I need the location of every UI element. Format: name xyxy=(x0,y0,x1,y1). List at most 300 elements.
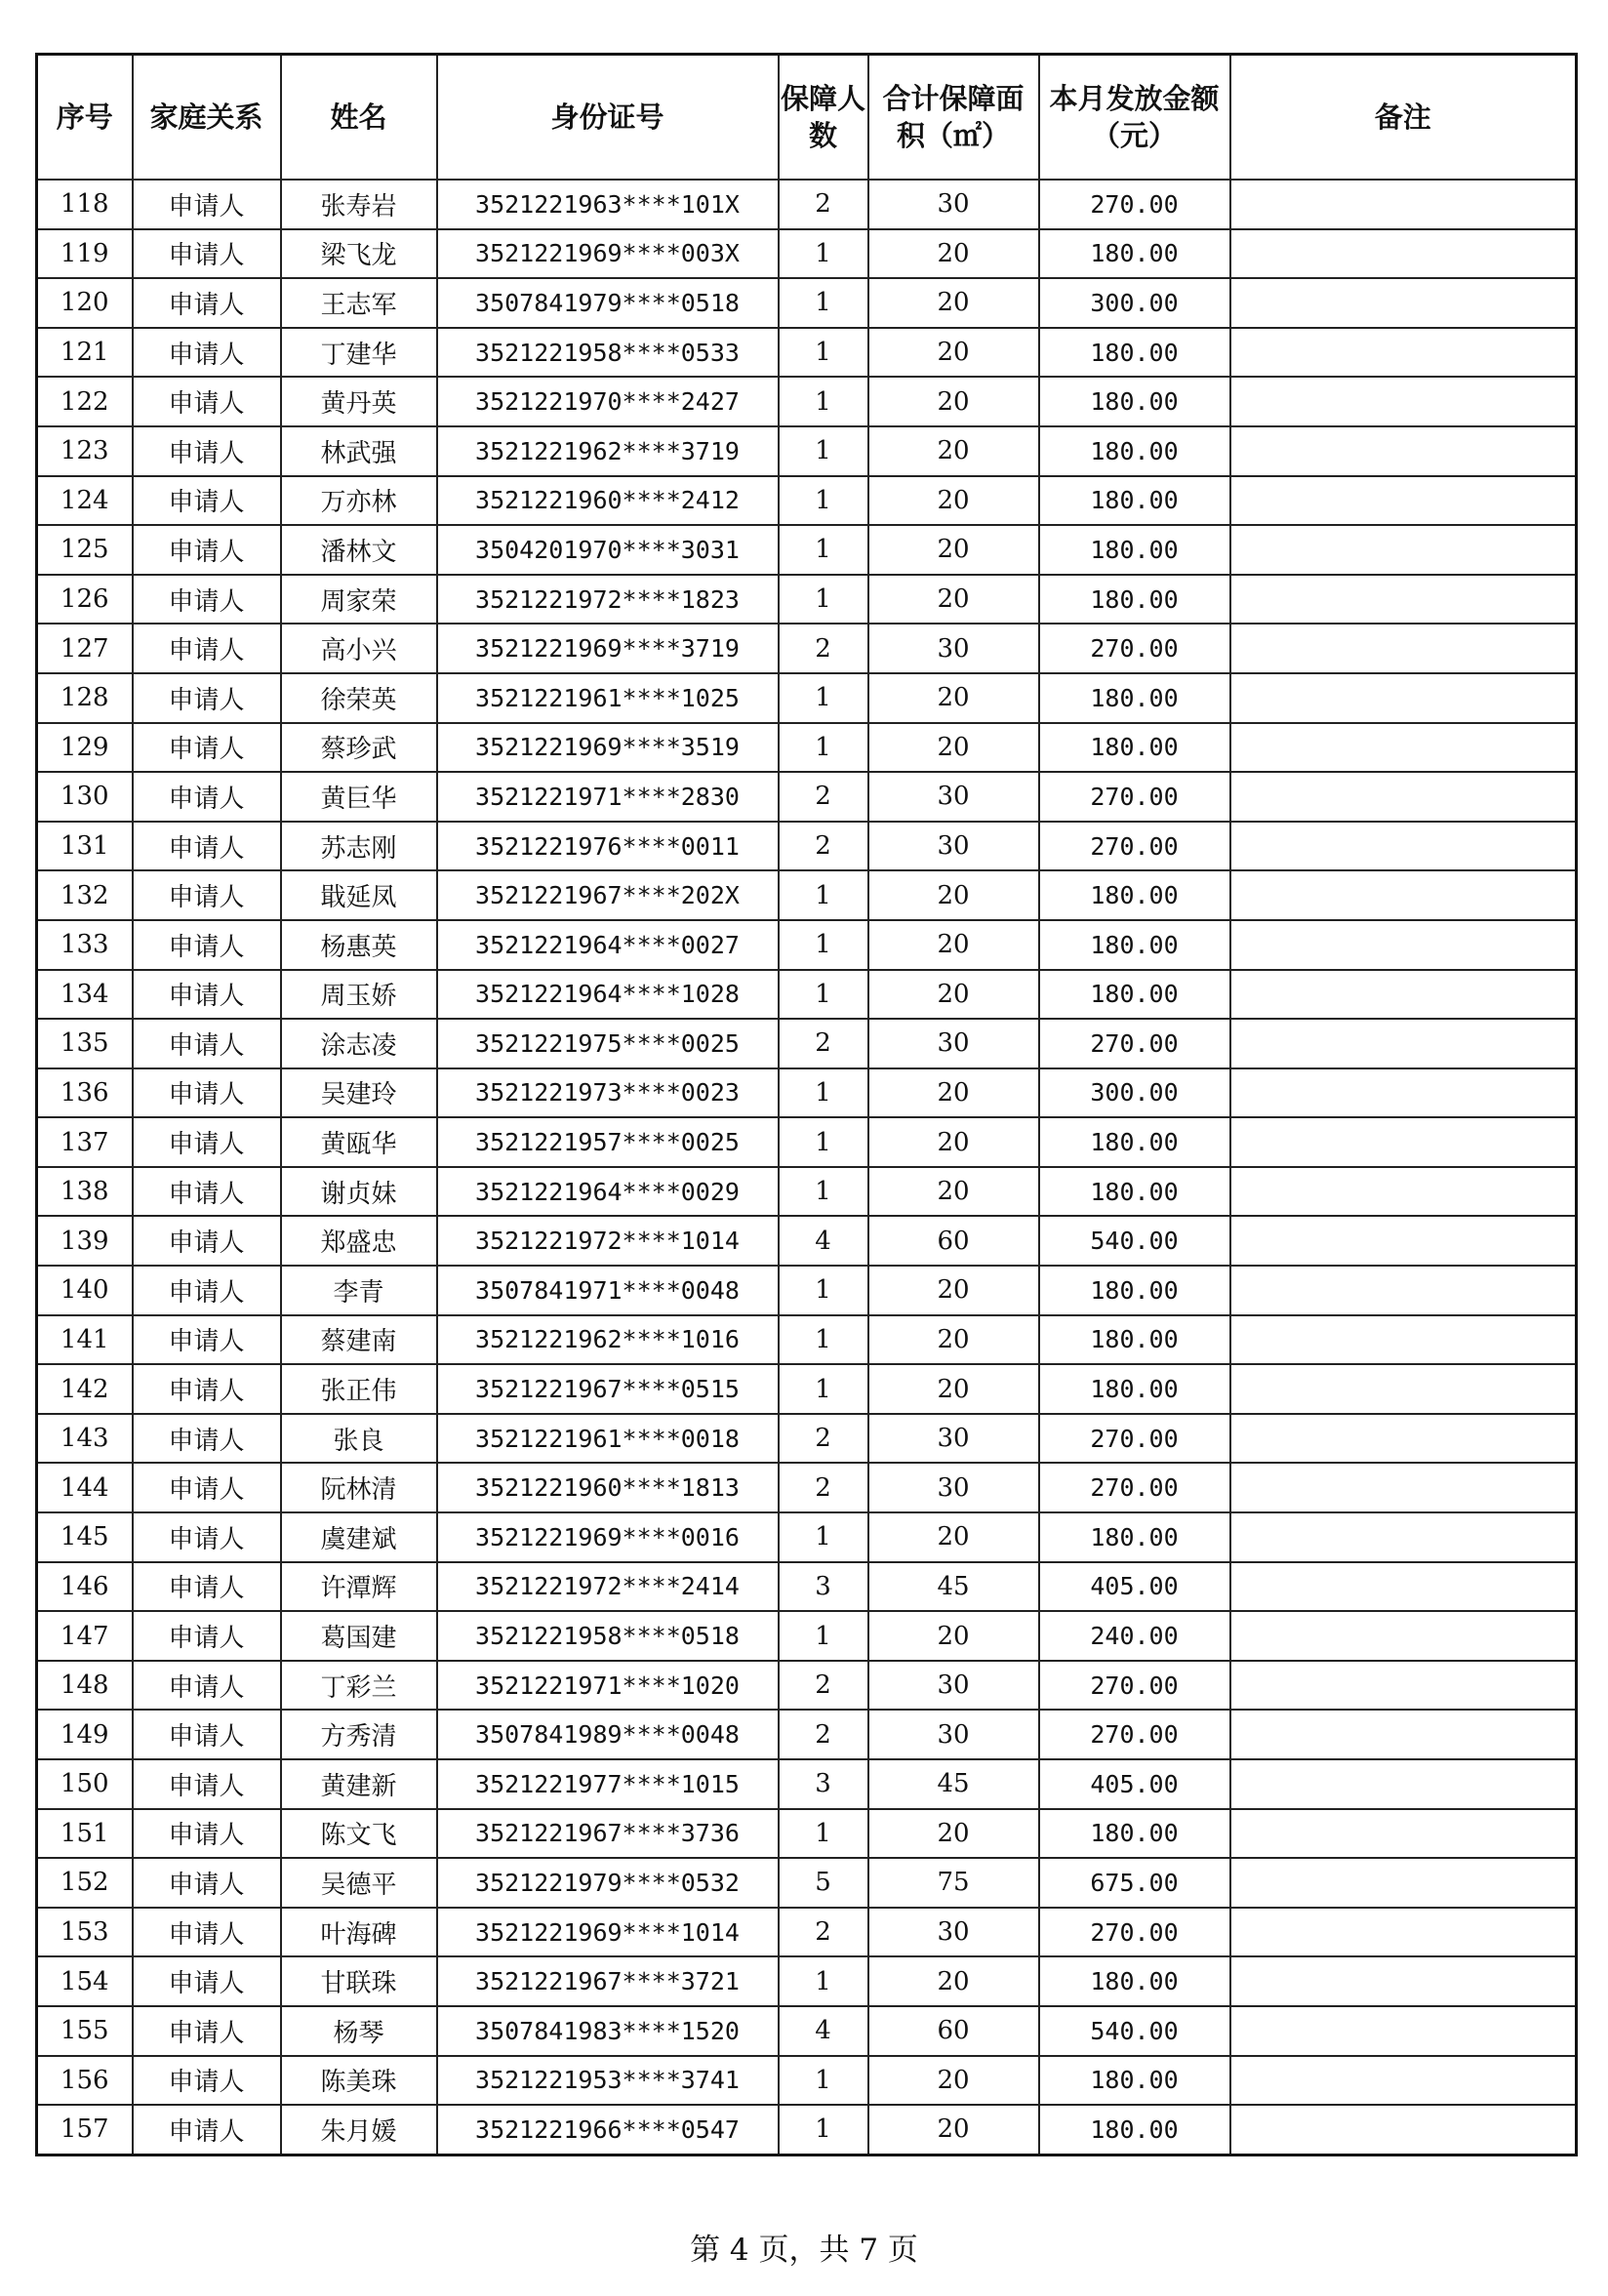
area-cell: 20 xyxy=(868,723,1039,773)
persons-cell: 3 xyxy=(779,1759,868,1809)
amount-cell: 270.00 xyxy=(1039,180,1230,229)
name-cell: 杨惠英 xyxy=(281,920,437,970)
header-row xyxy=(37,55,1577,181)
table-row xyxy=(37,2006,1577,2056)
name-cell: 甘联珠 xyxy=(281,1956,437,2006)
table-body xyxy=(37,180,1577,2155)
area-cell: 30 xyxy=(868,1661,1039,1711)
name-cell: 杨琴 xyxy=(281,2006,437,2056)
remarks-cell xyxy=(1230,970,1577,1020)
amount-cell: 270.00 xyxy=(1039,624,1230,673)
serial-cell: 156 xyxy=(37,2056,133,2106)
amount-cell: 180.00 xyxy=(1039,970,1230,1020)
persons-cell: 1 xyxy=(779,1956,868,2006)
name-cell: 万亦林 xyxy=(281,476,437,526)
serial-cell: 145 xyxy=(37,1512,133,1562)
id-number-cell: 3521221979****0532 xyxy=(437,1858,779,1908)
serial-cell: 148 xyxy=(37,1661,133,1711)
area-cell: 20 xyxy=(868,1956,1039,2006)
persons-cell: 2 xyxy=(779,1463,868,1512)
name-cell: 陈美珠 xyxy=(281,2056,437,2106)
persons-cell: 1 xyxy=(779,870,868,920)
remarks-cell xyxy=(1230,673,1577,723)
id-number-cell: 3521221972****1014 xyxy=(437,1216,779,1266)
name-cell: 周玉娇 xyxy=(281,970,437,1020)
serial-cell: 137 xyxy=(37,1117,133,1167)
amount-cell: 180.00 xyxy=(1039,2105,1230,2155)
remarks-cell xyxy=(1230,278,1577,328)
serial-cell: 126 xyxy=(37,575,133,624)
table-row xyxy=(37,278,1577,328)
relation-cell: 申请人 xyxy=(133,1956,281,2006)
amount-cell: 180.00 xyxy=(1039,476,1230,526)
id-number-cell: 3521221960****1813 xyxy=(437,1463,779,1512)
name-cell: 虞建斌 xyxy=(281,1512,437,1562)
serial-cell: 146 xyxy=(37,1562,133,1612)
persons-cell: 1 xyxy=(779,426,868,476)
name-cell: 阮林清 xyxy=(281,1463,437,1512)
relation-cell: 申请人 xyxy=(133,1809,281,1859)
serial-cell: 141 xyxy=(37,1315,133,1365)
amount-cell: 180.00 xyxy=(1039,2056,1230,2106)
area-cell: 20 xyxy=(868,426,1039,476)
amount-cell: 180.00 xyxy=(1039,525,1230,575)
area-cell: 30 xyxy=(868,1019,1039,1068)
table-row xyxy=(37,426,1577,476)
serial-cell: 140 xyxy=(37,1266,133,1315)
area-cell: 20 xyxy=(868,970,1039,1020)
serial-cell: 155 xyxy=(37,2006,133,2056)
remarks-cell xyxy=(1230,624,1577,673)
name-cell: 吴建玲 xyxy=(281,1068,437,1118)
remarks-cell xyxy=(1230,1463,1577,1512)
amount-cell: 180.00 xyxy=(1039,377,1230,426)
table-row xyxy=(37,1759,1577,1809)
table-row xyxy=(37,525,1577,575)
persons-cell: 3 xyxy=(779,1562,868,1612)
persons-cell: 1 xyxy=(779,920,868,970)
persons-cell: 1 xyxy=(779,1117,868,1167)
remarks-cell xyxy=(1230,1315,1577,1365)
name-cell: 吴德平 xyxy=(281,1858,437,1908)
name-cell: 黄建新 xyxy=(281,1759,437,1809)
relation-cell: 申请人 xyxy=(133,1562,281,1612)
amount-cell: 270.00 xyxy=(1039,1710,1230,1759)
table-row xyxy=(37,1858,1577,1908)
relation-cell: 申请人 xyxy=(133,1414,281,1464)
table-row xyxy=(37,1809,1577,1859)
remarks-cell xyxy=(1230,1216,1577,1266)
persons-cell: 1 xyxy=(779,377,868,426)
remarks-cell xyxy=(1230,476,1577,526)
serial-cell: 153 xyxy=(37,1908,133,1957)
amount-cell: 270.00 xyxy=(1039,1463,1230,1512)
name-cell: 徐荣英 xyxy=(281,673,437,723)
table-row xyxy=(37,2105,1577,2155)
amount-cell: 405.00 xyxy=(1039,1759,1230,1809)
relation-cell: 申请人 xyxy=(133,426,281,476)
relation-cell: 申请人 xyxy=(133,723,281,773)
name-cell: 蔡建南 xyxy=(281,1315,437,1365)
remarks-cell xyxy=(1230,377,1577,426)
area-cell: 20 xyxy=(868,1611,1039,1661)
id-number-cell: 3521221960****2412 xyxy=(437,476,779,526)
amount-cell: 270.00 xyxy=(1039,1414,1230,1464)
remarks-cell xyxy=(1230,772,1577,822)
table-row xyxy=(37,1908,1577,1957)
serial-cell: 125 xyxy=(37,525,133,575)
area-cell: 60 xyxy=(868,1216,1039,1266)
amount-cell: 180.00 xyxy=(1039,328,1230,378)
amount-cell: 270.00 xyxy=(1039,1019,1230,1068)
name-cell: 黄丹英 xyxy=(281,377,437,426)
id-number-cell: 3521221964****0029 xyxy=(437,1167,779,1217)
serial-cell: 150 xyxy=(37,1759,133,1809)
persons-cell: 1 xyxy=(779,1068,868,1118)
relation-cell: 申请人 xyxy=(133,1858,281,1908)
table-row xyxy=(37,1562,1577,1612)
persons-cell: 1 xyxy=(779,2056,868,2106)
table-row xyxy=(37,970,1577,1020)
id-number-cell: 3521221971****2830 xyxy=(437,772,779,822)
amount-cell: 180.00 xyxy=(1039,1117,1230,1167)
table-row xyxy=(37,229,1577,279)
name-cell: 张良 xyxy=(281,1414,437,1464)
id-number-cell: 3521221961****0018 xyxy=(437,1414,779,1464)
serial-cell: 120 xyxy=(37,278,133,328)
serial-cell: 147 xyxy=(37,1611,133,1661)
relation-cell: 申请人 xyxy=(133,2006,281,2056)
serial-cell: 133 xyxy=(37,920,133,970)
serial-cell: 134 xyxy=(37,970,133,1020)
name-cell: 葛国建 xyxy=(281,1611,437,1661)
table-row xyxy=(37,772,1577,822)
area-cell: 20 xyxy=(868,673,1039,723)
area-cell: 20 xyxy=(868,1512,1039,1562)
relation-cell: 申请人 xyxy=(133,1019,281,1068)
table-row xyxy=(37,673,1577,723)
serial-cell: 130 xyxy=(37,772,133,822)
serial-cell: 157 xyxy=(37,2105,133,2155)
amount-cell: 180.00 xyxy=(1039,229,1230,279)
name-cell: 苏志刚 xyxy=(281,822,437,871)
name-cell: 谢贞妹 xyxy=(281,1167,437,1217)
persons-cell: 2 xyxy=(779,624,868,673)
persons-cell: 1 xyxy=(779,1266,868,1315)
serial-cell: 122 xyxy=(37,377,133,426)
relation-cell: 申请人 xyxy=(133,1908,281,1957)
persons-cell: 1 xyxy=(779,575,868,624)
table-row xyxy=(37,624,1577,673)
relation-cell: 申请人 xyxy=(133,1216,281,1266)
persons-cell: 1 xyxy=(779,1809,868,1859)
amount-cell: 300.00 xyxy=(1039,278,1230,328)
relation-cell: 申请人 xyxy=(133,1512,281,1562)
amount-cell: 240.00 xyxy=(1039,1611,1230,1661)
serial-cell: 128 xyxy=(37,673,133,723)
name-cell: 张正伟 xyxy=(281,1364,437,1414)
id-number-cell: 3521221953****3741 xyxy=(437,2056,779,2106)
relation-cell: 申请人 xyxy=(133,1611,281,1661)
table-row xyxy=(37,920,1577,970)
amount-cell: 405.00 xyxy=(1039,1562,1230,1612)
serial-cell: 151 xyxy=(37,1809,133,1859)
header-id-number: 身份证号 xyxy=(437,55,779,181)
remarks-cell xyxy=(1230,525,1577,575)
serial-cell: 132 xyxy=(37,870,133,920)
table-row xyxy=(37,1216,1577,1266)
serial-cell: 152 xyxy=(37,1858,133,1908)
remarks-cell xyxy=(1230,328,1577,378)
name-cell: 王志军 xyxy=(281,278,437,328)
relation-cell: 申请人 xyxy=(133,476,281,526)
amount-cell: 180.00 xyxy=(1039,1266,1230,1315)
serial-cell: 154 xyxy=(37,1956,133,2006)
area-cell: 20 xyxy=(868,525,1039,575)
area-cell: 75 xyxy=(868,1858,1039,1908)
table-row xyxy=(37,723,1577,773)
persons-cell: 2 xyxy=(779,1414,868,1464)
remarks-cell xyxy=(1230,575,1577,624)
area-cell: 20 xyxy=(868,1364,1039,1414)
relation-cell: 申请人 xyxy=(133,1167,281,1217)
name-cell: 方秀清 xyxy=(281,1710,437,1759)
header-name: 姓名 xyxy=(281,55,437,181)
id-number-cell: 3521221964****1028 xyxy=(437,970,779,1020)
remarks-cell xyxy=(1230,1661,1577,1711)
remarks-cell xyxy=(1230,1068,1577,1118)
subsidy-table xyxy=(35,53,1578,2156)
relation-cell: 申请人 xyxy=(133,2105,281,2155)
area-cell: 20 xyxy=(868,920,1039,970)
relation-cell: 申请人 xyxy=(133,575,281,624)
table-row xyxy=(37,1315,1577,1365)
id-number-cell: 3521221971****1020 xyxy=(437,1661,779,1711)
name-cell: 梁飞龙 xyxy=(281,229,437,279)
relation-cell: 申请人 xyxy=(133,1068,281,1118)
amount-cell: 270.00 xyxy=(1039,1661,1230,1711)
area-cell: 20 xyxy=(868,1809,1039,1859)
serial-cell: 118 xyxy=(37,180,133,229)
id-number-cell: 3521221963****101X xyxy=(437,180,779,229)
amount-cell: 180.00 xyxy=(1039,1956,1230,2006)
name-cell: 许潭辉 xyxy=(281,1562,437,1612)
persons-cell: 2 xyxy=(779,1908,868,1957)
id-number-cell: 3521221972****2414 xyxy=(437,1562,779,1612)
serial-cell: 129 xyxy=(37,723,133,773)
name-cell: 丁建华 xyxy=(281,328,437,378)
header-relation: 家庭关系 xyxy=(133,55,281,181)
table-row xyxy=(37,1463,1577,1512)
remarks-cell xyxy=(1230,1512,1577,1562)
remarks-cell xyxy=(1230,1562,1577,1612)
area-cell: 20 xyxy=(868,278,1039,328)
table-row xyxy=(37,1661,1577,1711)
serial-cell: 144 xyxy=(37,1463,133,1512)
remarks-cell xyxy=(1230,1858,1577,1908)
name-cell: 丁彩兰 xyxy=(281,1661,437,1711)
header-serial: 序号 xyxy=(37,55,133,181)
remarks-cell xyxy=(1230,870,1577,920)
id-number-cell: 3521221976****0011 xyxy=(437,822,779,871)
serial-cell: 138 xyxy=(37,1167,133,1217)
id-number-cell: 3521221957****0025 xyxy=(437,1117,779,1167)
serial-cell: 142 xyxy=(37,1364,133,1414)
amount-cell: 540.00 xyxy=(1039,2006,1230,2056)
table-row xyxy=(37,1167,1577,1217)
remarks-cell xyxy=(1230,1710,1577,1759)
table-row xyxy=(37,1019,1577,1068)
persons-cell: 1 xyxy=(779,328,868,378)
amount-cell: 270.00 xyxy=(1039,1908,1230,1957)
area-cell: 20 xyxy=(868,2105,1039,2155)
header-amount: 本月发放金额（元） xyxy=(1039,55,1230,181)
relation-cell: 申请人 xyxy=(133,180,281,229)
persons-cell: 1 xyxy=(779,229,868,279)
relation-cell: 申请人 xyxy=(133,2056,281,2106)
persons-cell: 5 xyxy=(779,1858,868,1908)
area-cell: 45 xyxy=(868,1759,1039,1809)
persons-cell: 2 xyxy=(779,822,868,871)
name-cell: 郑盛忠 xyxy=(281,1216,437,1266)
area-cell: 20 xyxy=(868,1266,1039,1315)
persons-cell: 4 xyxy=(779,2006,868,2056)
header-remarks: 备注 xyxy=(1230,55,1577,181)
amount-cell: 675.00 xyxy=(1039,1858,1230,1908)
area-cell: 20 xyxy=(868,2056,1039,2106)
persons-cell: 1 xyxy=(779,2105,868,2155)
table-row xyxy=(37,822,1577,871)
amount-cell: 180.00 xyxy=(1039,920,1230,970)
area-cell: 30 xyxy=(868,1414,1039,1464)
area-cell: 20 xyxy=(868,229,1039,279)
table-row xyxy=(37,1611,1577,1661)
relation-cell: 申请人 xyxy=(133,1463,281,1512)
table-row xyxy=(37,328,1577,378)
serial-cell: 135 xyxy=(37,1019,133,1068)
serial-cell: 131 xyxy=(37,822,133,871)
persons-cell: 1 xyxy=(779,1315,868,1365)
name-cell: 张寿岩 xyxy=(281,180,437,229)
relation-cell: 申请人 xyxy=(133,377,281,426)
amount-cell: 180.00 xyxy=(1039,1364,1230,1414)
remarks-cell xyxy=(1230,1414,1577,1464)
name-cell: 林武强 xyxy=(281,426,437,476)
name-cell: 蔡珍武 xyxy=(281,723,437,773)
remarks-cell xyxy=(1230,920,1577,970)
serial-cell: 136 xyxy=(37,1068,133,1118)
serial-cell: 123 xyxy=(37,426,133,476)
persons-cell: 1 xyxy=(779,1167,868,1217)
amount-cell: 270.00 xyxy=(1039,772,1230,822)
serial-cell: 119 xyxy=(37,229,133,279)
relation-cell: 申请人 xyxy=(133,1710,281,1759)
remarks-cell xyxy=(1230,1364,1577,1414)
amount-cell: 180.00 xyxy=(1039,673,1230,723)
area-cell: 30 xyxy=(868,1908,1039,1957)
relation-cell: 申请人 xyxy=(133,278,281,328)
table-row xyxy=(37,870,1577,920)
persons-cell: 2 xyxy=(779,180,868,229)
id-number-cell: 3521221969****3719 xyxy=(437,624,779,673)
relation-cell: 申请人 xyxy=(133,624,281,673)
area-cell: 30 xyxy=(868,180,1039,229)
table-row xyxy=(37,377,1577,426)
persons-cell: 1 xyxy=(779,970,868,1020)
table-row xyxy=(37,1956,1577,2006)
id-number-cell: 3521221975****0025 xyxy=(437,1019,779,1068)
remarks-cell xyxy=(1230,1019,1577,1068)
id-number-cell: 3521221967****3721 xyxy=(437,1956,779,2006)
remarks-cell xyxy=(1230,723,1577,773)
persons-cell: 1 xyxy=(779,476,868,526)
table-row xyxy=(37,1512,1577,1562)
remarks-cell xyxy=(1230,1167,1577,1217)
persons-cell: 1 xyxy=(779,1512,868,1562)
area-cell: 20 xyxy=(868,328,1039,378)
area-cell: 20 xyxy=(868,870,1039,920)
header-area: 合计保障面积（㎡） xyxy=(868,55,1039,181)
relation-cell: 申请人 xyxy=(133,772,281,822)
remarks-cell xyxy=(1230,1759,1577,1809)
area-cell: 30 xyxy=(868,624,1039,673)
amount-cell: 180.00 xyxy=(1039,1167,1230,1217)
table-row xyxy=(37,1414,1577,1464)
amount-cell: 180.00 xyxy=(1039,575,1230,624)
name-cell: 朱月媛 xyxy=(281,2105,437,2155)
name-cell: 黄瓯华 xyxy=(281,1117,437,1167)
serial-cell: 121 xyxy=(37,328,133,378)
id-number-cell: 3521221969****003X xyxy=(437,229,779,279)
persons-cell: 2 xyxy=(779,1019,868,1068)
area-cell: 20 xyxy=(868,1315,1039,1365)
remarks-cell xyxy=(1230,1117,1577,1167)
persons-cell: 2 xyxy=(779,772,868,822)
remarks-cell xyxy=(1230,180,1577,229)
relation-cell: 申请人 xyxy=(133,1661,281,1711)
relation-cell: 申请人 xyxy=(133,525,281,575)
area-cell: 30 xyxy=(868,772,1039,822)
id-number-cell: 3521221969****1014 xyxy=(437,1908,779,1957)
name-cell: 叶海碑 xyxy=(281,1908,437,1957)
remarks-cell xyxy=(1230,229,1577,279)
id-number-cell: 3521221967****202X xyxy=(437,870,779,920)
amount-cell: 300.00 xyxy=(1039,1068,1230,1118)
relation-cell: 申请人 xyxy=(133,970,281,1020)
relation-cell: 申请人 xyxy=(133,870,281,920)
persons-cell: 1 xyxy=(779,278,868,328)
table-row xyxy=(37,476,1577,526)
id-number-cell: 3507841971****0048 xyxy=(437,1266,779,1315)
relation-cell: 申请人 xyxy=(133,822,281,871)
remarks-cell xyxy=(1230,1809,1577,1859)
remarks-cell xyxy=(1230,822,1577,871)
page-number: 第 4 页，共 7 页 xyxy=(690,2233,918,2268)
serial-cell: 124 xyxy=(37,476,133,526)
table-row xyxy=(37,1710,1577,1759)
table-row xyxy=(37,575,1577,624)
id-number-cell: 3504201970****3031 xyxy=(437,525,779,575)
relation-cell: 申请人 xyxy=(133,1117,281,1167)
id-number-cell: 3521221977****1015 xyxy=(437,1759,779,1809)
id-number-cell: 3521221958****0533 xyxy=(437,328,779,378)
id-number-cell: 3521221962****3719 xyxy=(437,426,779,476)
amount-cell: 180.00 xyxy=(1039,426,1230,476)
area-cell: 20 xyxy=(868,1167,1039,1217)
area-cell: 30 xyxy=(868,1463,1039,1512)
remarks-cell xyxy=(1230,1611,1577,1661)
remarks-cell xyxy=(1230,2056,1577,2106)
